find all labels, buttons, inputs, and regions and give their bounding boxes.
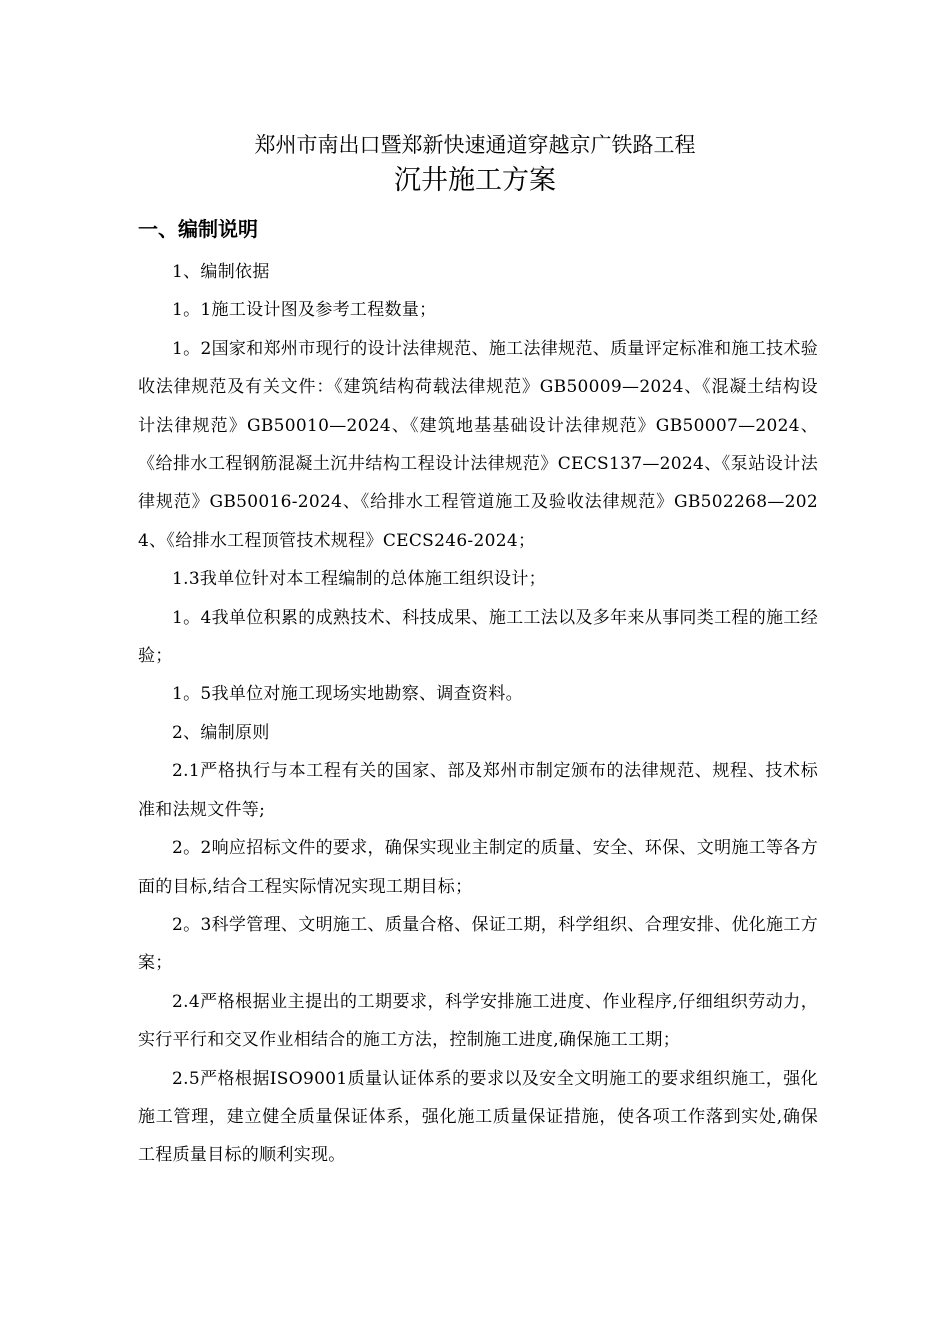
paragraph-1-5: 1。5我单位对施工现场实地勘察、调查资料。 — [172, 684, 523, 705]
paragraph-1-1: 1。1施工设计图及参考工程数量； — [172, 300, 437, 321]
paragraph-1-4: 1。4我单位积累的成熟技术、科技成果、施工工法以及多年来从事同类工程的施工经验； — [138, 607, 818, 667]
paragraph-basis-heading: 1、编制依据 — [172, 262, 270, 282]
document-title-line2: 沉井施工方案 — [394, 165, 556, 196]
section-heading: 一、编制说明 — [138, 217, 258, 241]
paragraph-1-3: 1.3我单位针对本工程编制的总体施工组织设计； — [172, 569, 546, 590]
paragraph-2-1: 2.1严格执行与本工程有关的国家、部及郑州市制定颁布的法律规范、规程、技术标准和法规文件等; — [138, 761, 818, 820]
paragraph-2-4: 2.4严格根据业主提出的工期要求，科学安排施工进度、作业程序,仔细组织劳动力，实行平行和交叉作业相结合的施工方法，控制施工进度,确保施工工期； — [138, 991, 818, 1051]
document-title-line1: 郑州市南出口暨郑新快速通道穿越京广铁路工程 — [254, 133, 696, 157]
paragraph-1-2: 1。2国家和郑州市现行的设计法律规范、施工法律规范、质量评定标准和施工技术验收法律规范及有关文件：《建筑结构荷载法律规范》GB50009—2024、《混凝土结构设计法律规范》GB50010—2024、《建筑地基基础设计法律规范》GB50007—2024、《给排水工程钢筋混凝土沉井结构工程设计法律规范》CECS137—2024、《泵站设计法律规范》GB50016-2024、《给排水工程管道施工及验收法律规范》GB502268—2024、《给排水工程顶管技术规程》CECS246-2024； — [138, 338, 818, 551]
paragraph-2-5: 2.5严格根据ISO9001质量认证体系的要求以及安全文明施工的要求组织施工，强化施工管理，建立健全质量保证体系，强化施工质量保证措施，使各项工作落到实处,确保工程质量目标的顺利实现。 — [138, 1068, 818, 1166]
section-body — [138, 253, 818, 1175]
paragraph-2-3: 2。3科学管理、文明施工、质量合格、保证工期，科学组织、合理安排、优化施工方案； — [138, 914, 818, 974]
paragraph-principles-heading: 2、编制原则 — [172, 722, 270, 743]
paragraph-2-2: 2。2响应招标文件的要求，确保实现业主制定的质量、安全、环保、文明施工等各方面的目标,结合工程实际情况实现工期目标； — [138, 838, 818, 897]
